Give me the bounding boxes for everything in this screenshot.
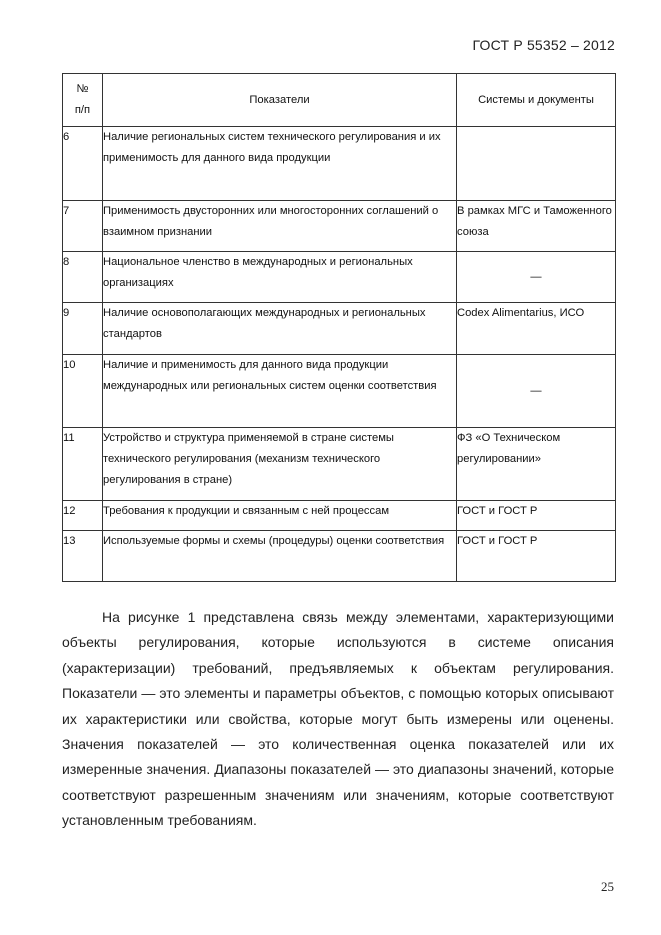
row-indicator: Наличие основополагающих международных и региональных стандартов: [103, 303, 457, 355]
header-systems: Системы и документы: [457, 74, 616, 127]
row-indicator: Устройство и структура применяемой в стране системы технического регулирования (механизм технического регулирования в стране): [103, 428, 457, 501]
row-indicator: Наличие и применимость для данного вида продукции международных или региональных систем оценки соответствия: [103, 355, 457, 428]
indicators-table: [62, 73, 616, 582]
row-system: ГОСТ и ГОСТ Р: [457, 531, 616, 582]
table-header-row: [63, 74, 616, 127]
header-number: № п/п: [63, 74, 103, 127]
table-row: [63, 252, 616, 303]
header-indicators: Показатели: [103, 74, 457, 127]
row-indicator: Применимость двусторонних или многосторонних соглашений о взаимном признании: [103, 201, 457, 252]
table-row: [63, 501, 616, 531]
row-number: 10: [63, 355, 103, 428]
row-number: 11: [63, 428, 103, 501]
row-number: 6: [63, 127, 103, 201]
row-number: 8: [63, 252, 103, 303]
document-header: ГОСТ Р 55352 – 2012: [472, 37, 615, 53]
row-indicator: Наличие региональных систем технического регулирования и их применимость для данного вида продукции: [103, 127, 457, 201]
page-number: 25: [601, 879, 614, 894]
row-number: 9: [63, 303, 103, 355]
row-indicator: Используемые формы и схемы (процедуры) оценки соответствия: [103, 531, 457, 582]
row-system: ГОСТ и ГОСТ Р: [457, 501, 616, 531]
row-system: —: [457, 355, 616, 428]
table-row: [63, 303, 616, 355]
table-row: [63, 355, 616, 428]
row-system: В рамках МГС и Таможенного союза: [457, 201, 616, 252]
row-number: 12: [63, 501, 103, 531]
row-system: Codex Alimentarius, ИСО: [457, 303, 616, 355]
table-row: [63, 201, 616, 252]
row-number: 7: [63, 201, 103, 252]
row-system: [457, 127, 616, 201]
table-row: [63, 127, 616, 201]
table-row: [63, 531, 616, 582]
body-paragraph: На рисунке 1 представлена связь между элементами, характеризующими объекты регулирования, которые используются в системе описания (характеризации) требований, предъявляемых к объектам регулирования. Показатели — это элементы и параметры объектов, с помощью которых описывают их характеристики или свойства, которые могут быть измерены или оценены. Значения показателей — это количественная оценка показателей или их измеренные значения. Диапазоны показателей — это диапазоны значений, которые соответствуют разрешенным значениям или значениям, которые соответствуют установленным требованиям.: [62, 609, 614, 829]
row-indicator: Требования к продукции и связанным с ней процессам: [103, 501, 457, 531]
row-system: —: [457, 252, 616, 303]
row-system: ФЗ «О Техническом регулировании»: [457, 428, 616, 501]
row-number: 13: [63, 531, 103, 582]
row-indicator: Национальное членство в международных и региональных организациях: [103, 252, 457, 303]
table-row: [63, 428, 616, 501]
